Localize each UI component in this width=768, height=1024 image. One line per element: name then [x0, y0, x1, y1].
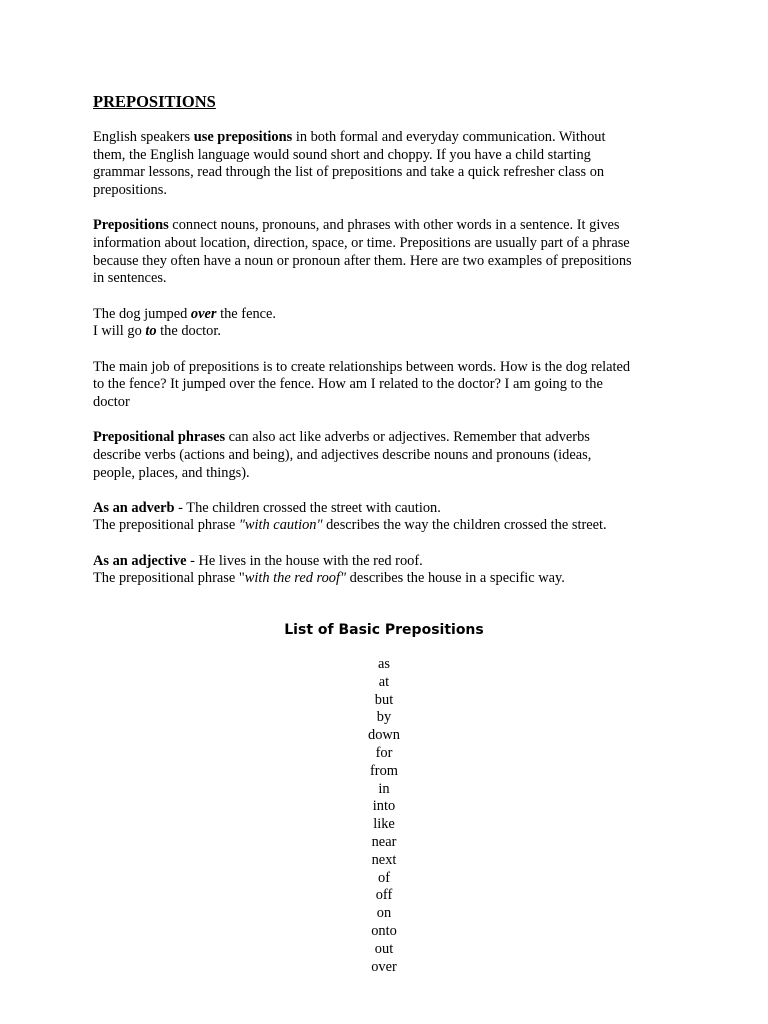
definition-paragraph: [93, 217, 683, 288]
phrases-line-2: describe verbs (actions and being), and adjectives describe nouns and pronouns (ideas,: [93, 446, 592, 463]
adjective-text: describes the house in a specific way.: [346, 570, 565, 587]
list-item: down: [368, 727, 400, 744]
list-item: at: [378, 673, 390, 690]
phrases-line-1: [93, 429, 683, 447]
list-item: like: [373, 816, 395, 833]
intro-text: English speakers: [93, 129, 194, 145]
definition-bold-term: Prepositions: [93, 217, 169, 234]
adverb-bold-term: As an adverb: [93, 499, 175, 516]
adverb-line-2: [93, 517, 683, 535]
intro-line-4: prepositions.: [93, 182, 167, 199]
list-item: over: [371, 958, 397, 975]
job-line-2: to the fence? It jumped over the fence. How am I related to the doctor? I am going to the: [93, 376, 603, 393]
adverb-paragraph: [93, 500, 683, 535]
intro-line-3: grammar lessons, read through the list of prepositions and take a quick refresher class on: [93, 164, 605, 181]
list-item: into: [372, 798, 396, 815]
adjective-paragraph: [93, 553, 683, 588]
example-sentence-2: [93, 323, 683, 341]
list-item: from: [370, 762, 398, 779]
adverb-text: describes the way the children crossed the street.: [322, 517, 607, 534]
definition-line-3: because they often have a noun or pronoun after them. Here are two examples of prepositions: [93, 252, 632, 269]
list-item: of: [378, 869, 390, 886]
job-line-1: The main job of prepositions is to create relationships between words. How is the dog related: [93, 358, 631, 375]
example-text: I will go: [93, 323, 146, 340]
intro-paragraph: [93, 129, 683, 200]
adjective-italic-phrase: with the red roof": [244, 570, 347, 587]
intro-bold-term: use prepositions: [193, 129, 293, 145]
page-title: PREPOSITIONS: [93, 92, 216, 111]
example-text: the fence.: [216, 305, 277, 322]
phrases-text: can also act like adverbs or adjectives. Remember that adverbs: [225, 429, 590, 446]
list-item: as: [378, 656, 390, 672]
adjective-line-2: [93, 570, 683, 588]
definition-line-4: in sentences.: [93, 270, 167, 287]
list-item: on: [376, 905, 392, 922]
adjective-text: - He lives in the house with the red roof.: [186, 552, 423, 569]
document-body: [93, 92, 683, 606]
list-item: by: [376, 709, 392, 726]
examples-paragraph: [93, 306, 683, 341]
phrases-paragraph: [93, 429, 683, 482]
adverb-line-1: [93, 500, 683, 518]
adverb-italic-phrase: "with caution": [238, 517, 323, 534]
list-item: near: [371, 833, 397, 850]
adverb-text: The prepositional phrase: [93, 517, 239, 534]
adverb-text: - The children crossed the street with caution.: [174, 499, 441, 516]
intro-line-1: [93, 129, 683, 147]
list-item: for: [375, 744, 393, 761]
adjective-text: The prepositional phrase ": [93, 570, 245, 587]
definition-line-2: information about location, direction, space, or time. Prepositions are usually part of a phrase: [93, 235, 630, 252]
phrases-line-3: people, places, and things).: [93, 464, 250, 481]
list-item: onto: [371, 922, 397, 939]
intro-line-2: them, the English language would sound short and choppy. If you have a child starting: [93, 146, 591, 163]
example-sentence-1: [93, 306, 683, 324]
adjective-line-1: [93, 553, 683, 571]
list-item: next: [371, 851, 397, 868]
adjective-bold-term: As an adjective: [93, 552, 187, 569]
preposition-list: [334, 656, 434, 976]
definition-text: connect nouns, pronouns, and phrases with other words in a sentence. It gives: [168, 217, 620, 234]
example-text: The dog jumped: [93, 305, 191, 322]
list-item: off: [375, 887, 393, 904]
example-preposition: to: [145, 323, 157, 340]
list-item: in: [378, 780, 390, 797]
intro-text: in both formal and everyday communication. Without: [292, 129, 606, 145]
list-item: out: [374, 940, 394, 957]
list-heading: List of Basic Prepositions: [284, 622, 484, 638]
job-paragraph: [93, 359, 683, 412]
definition-line-1: [93, 217, 683, 235]
job-line-3: doctor: [93, 393, 130, 410]
phrases-bold-term: Prepositional phrases: [93, 429, 226, 446]
example-preposition: over: [190, 305, 217, 322]
example-text: the doctor.: [156, 323, 221, 340]
list-item: but: [374, 691, 394, 708]
